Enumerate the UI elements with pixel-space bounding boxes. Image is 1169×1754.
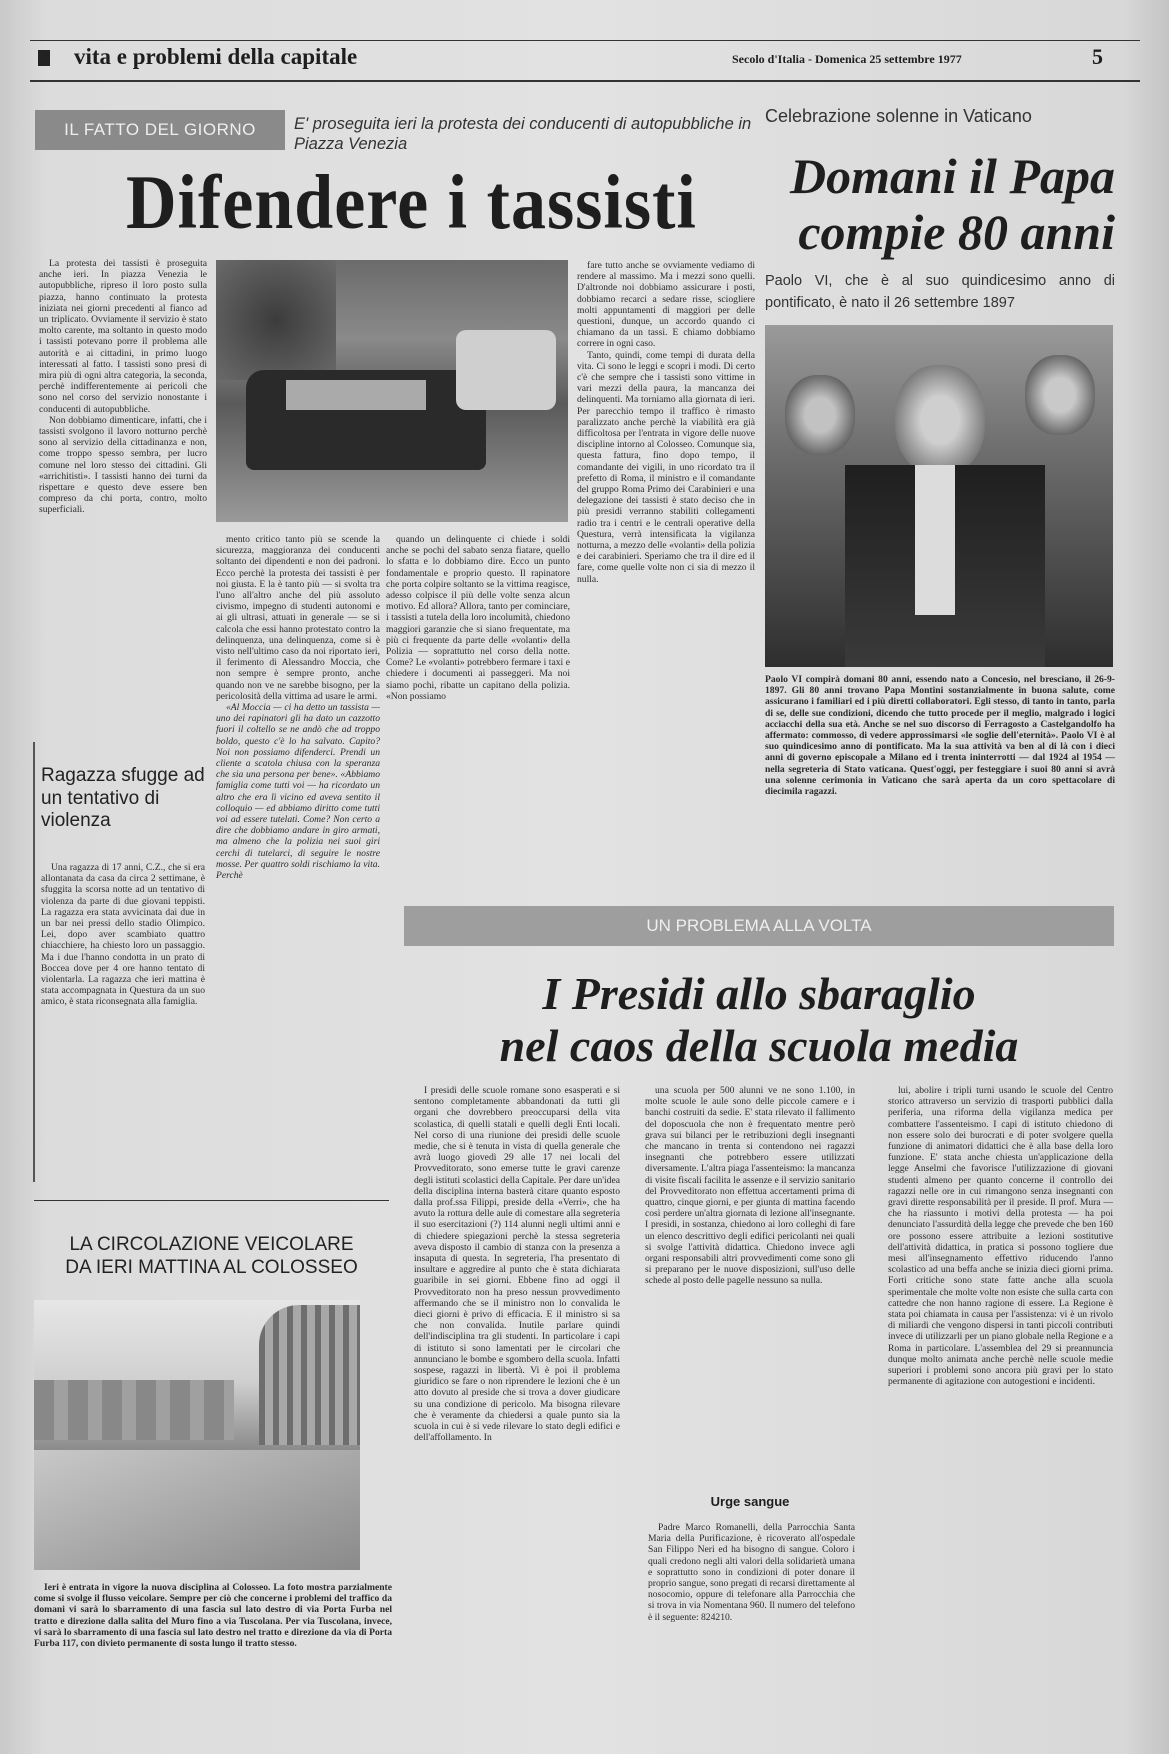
school-headline [404, 968, 1114, 1072]
paragraph: I presidi delle scuole romane sono esasperati e si sentono completamente abbandonati da tutti gli organi che dovrebbero preoccuparsi della vita scolastica, di quelli statali e quelli degli Enti locali. Nel corso di una riunione dei presidi delle scuole medie, che si è tenuta in vista di quella generale che avrà luogo giovedì 29 alle 17 nei locali del Provveditorato, sono emerse tutte le gravi carenze degli istituti scolastici della Capitale. Per dare un'idea della disciplina interna basterà citare quanto esposto dalla prof.ssa Filippi, preside della «Verri», che ha avuto la rottura delle aule di comestare alla segreteria il suo esercitazioni (?) 114 alunni negli ultimi anni e di chiedere spiegazioni perchè la stessa segreteria aveva disposto il cambio di stanza con la presenza a insaputa di questa. In segreteria, l'ha presentato di insultare e aggredire al punto che è stata dichiarata guaribile in sei giorni. Ebbene fino ad oggi il Provveditorato non ha preso nessun provvedimento affermando che se il ministro non lo convalida le dieci giorni è privo di efficacia. E il ministro si sa che non convalida. Inutile parlare quindi dell'indisciplina tra gli studenti. In particolare i capi di istituto si sono lamentati per le circolari che annunciano le bombe e sgombero della scuola. Infatti sospese, ragazzi in libertà. Vi è poi il problema giuridico se fare o non riprendere le lezioni che è un atto dovuto al preside che si trova a dover giudicare su una condizione di pericolo. Ma bisogna rilevare che è veramente da chiedersi a quale punto sia la scuola in cui è si vede rilevare lo stato degli edifici e dell'affollamento. In [414, 1085, 620, 1444]
school-headline-line: I Presidi allo sbaraglio [542, 968, 976, 1019]
attendant-figure [785, 375, 855, 455]
article-column [888, 1085, 1113, 1745]
section-divider [34, 1200, 389, 1201]
section-marker-icon [38, 50, 50, 66]
paragraph: La protesta dei tassisti è proseguita anche ieri. In piazza Venezia le autopubbliche, ripreso il loro posto sulla piazza, hanno continuato la protesta iniziata nei giorni precedenti al fianco ad un triplicato. Ovviamente il servizio è stato molto carente, ma soltanto in questo modo i tassisti potevano porre il problema alle autorità e ai cittadini, in primo luogo interessati al fatto. I tassisti sono presi di mira più di ogni altra categoria, la seconda, perchè indifferentemente ai pericoli che sono nel corso del servizio nonostante i conducenti di autopubbliche. [39, 258, 207, 415]
article-column [577, 260, 755, 904]
buildings-shape [34, 1380, 234, 1440]
pope-headline-line: Domani il Papa [789, 148, 1115, 204]
paragraph: Padre Marco Romanelli, della Parrocchia Santa Maria della Purificazione, è ricoverato all'ospedale San Filippo Neri ed ha bisogno di sangue. Coloro i quali credono negli alti valori della solidarietà umana e soprattutto sono in condizioni di poter donare il proprio sangue, sono pregati di recarsi direttamente al nosocomio, oppure di telefonare alla Parrocchia che si trova in via Nomentana 960. Il numero del telefono è il seguente: 824210. [648, 1522, 855, 1623]
tree-shape [216, 260, 336, 380]
article-column [39, 258, 207, 638]
school-kicker-label: UN PROBLEMA ALLA VOLTA [646, 916, 872, 935]
colosseum-caption [34, 1582, 392, 1702]
paragraph: Tanto, quindi, come tempi di durata della vita. Ci sono le leggi e scopri i modi. Di certo c'è che sempre che i tassisti sono vittime in vari mezzi della paura, la mancanza dei delinquenti. Ma torniamo alla giornata di ieri. Per parecchio tempo il traffico è rimasto paralizzato anche perchè la viabilità era già difficoltosa per l'entrata in vigore delle nuove discipline intorno al Colosseo. Comunque sia, questa fattura, fino dopo tempo, il comandante dei vigili, in uno ricordato tra il prefetto di Roma, il ministro e il comandante del gruppo Roma Primo dei Carabinieri e una delegazione dei tassisti è stato deciso che in più presidi verranno stabiliti collegamenti radio tra i centri e le centrali operative della Questura, verrà intensificata la vigilanza notturna, a mezzo delle «volanti» della polizia e dei carabinieri. Speriamo che tra il dire ed il fare, come quelle volte non ci sia di mezzo il nulla. [577, 349, 755, 585]
paragraph: lui, abolire i tripli turni usando le scuole del Centro storico attraverso un servizio di trasporti pubblici dalla periferia, una riforma della vigilanza medica per combattere l'assenteismo. I capi di istituto chiedono di non essere solo dei burocrati e di poter svolgere quella funzione di animatori didattici che è alla base della loro funzione. E' stata anche chiesta un'applicazione della legge Anselmi che favorisce l'utilizzazione di giovani studenti almeno per quanto concerne il controllo dei ragazzi nelle ore in cui rimangono senza insegnanti con gravi dirette responsabilità per il preside. Il prof. Mura — che ha riassunto i motivi della protesta — ha poi denunciato l'assurdità della legge che prevede che ben 160 ore possono essere attribuite a lezioni sostitutive dell'attività didattica, in pratica si possono togliere due mesi all'insegnamento effettivo riducendo l'anno scolastico ad una beffa anche se inizia dieci giorni prima. Forti critiche sono state fatte anche alla scuola sperimentale che molte volte non esiste che sulla carta con cattedre che non hanno ragione di essere. La Regione è stata poi chiamata in causa per l'assistenza: vi è un rivolo di miliardi che vengono dispersi in tanti piccoli contributi invece di utilizzarli per un piano globale nella Regione e a Roma in particolare. L'assemblea del 29 si preannuncia dunque molto animata anche perchè nelle scuole medie superiori i problemi sono ancora più gravi per lo stato permanente di agitazione con autogestioni e incidenti. [888, 1085, 1113, 1388]
pope-figure [895, 365, 985, 475]
kicker-box [35, 110, 285, 150]
school-headline-line: nel caos della scuola media [499, 1020, 1019, 1071]
article-column [216, 534, 380, 1186]
colosseum-headline-line: LA CIRCOLAZIONE VEICOLARE [69, 1234, 354, 1255]
paragraph: quando un delinquente ci chiede i soldi anche se pochi del sabato senza fiatare, quello lo sfatta e lo dobbiamo dire. Ecco un punto fondamentale e proprio questo. Il rapinatore che porta colpire soltanto se la vittima reagisce, adesso colpisce il più delle volte senza alcun motivo. Ed allora? Allora, tanto per cominciare, i tassisti a tutela della loro incolumità, chiedono maggiori garanzie che si siano frequentate, ma più ci frequente da parte delle «volanti» della Polizia — soprattutto nel corso della notte. Come? Le «volanti» potrebbero fermare i taxi e chiedere i documenti ai passeggeri. Ma noi siamo pochi, ribatte un capitano della polizia. «Non possiamo [386, 534, 570, 702]
paragraph: fare tutto anche se ovviamente vediamo di rendere al massimo. Ma i mezzi sono quelli. D'altronde noi dobbiamo assicurare i posti, dobbiamo recarci a sedare risse, sciogliere molti appuntamenti di maggiori per delle questioni, dunque, un accordo quando ci chiamano da un tassì. E chiamo dobbiamo correre in ogni caso. [577, 260, 755, 350]
girl-article-body [41, 862, 205, 1167]
road-shape [34, 1450, 360, 1570]
sidebar-box-border [33, 742, 35, 1182]
article-column [386, 534, 570, 904]
article-column [645, 1085, 855, 1465]
paragraph: Paolo VI compirà domani 80 anni, essendo nato a Concesio, nel bresciano, il 26-9-1897. Gli 80 anni trovano Papa Montini sostanzialmente in buona salute, come assicurano i familiari ed i più diretti collaboratori. Egli stesso, di tanto in tanto, parla di se, delle sue condizioni, dicendo che tutto procede per il meglio, malgrado i logici acciacchi della sua età. Anche se nel suo discorso di Ferragosto a Castelgandolfo ha affermato: commosso, di vedere approssimarsi «le soglie dell'eternità». Paolo VI è al suo quindicesimo anno di pontificato. Ma la sua attività va ben al di là con i dieci anni di governo episcopale a Milano ed i trenta ininterrotti — dal 1924 al 1954 — nella segreteria di Stato vaticana. Quest'oggi, per festeggiare i suoi 80 anni si avrà una solenne cerimonia in Vaticano che sarà aperta da un coro spettacolare di diecimila ragazzi. [765, 674, 1115, 798]
girl-headline: Ragazza sfugge ad un tentativo di violenza [41, 765, 205, 831]
pope-caption [765, 674, 1115, 879]
masthead-date: Secolo d'Italia - Domenica 25 settembre 1977 [732, 52, 962, 66]
blood-appeal-headline: Urge sangue [710, 1494, 790, 1509]
paragraph: «Al Moccia — ci ha detto un tassista — uno dei rapinatori gli ha dato un cazzotto fuori il coltello se ne andò che ad troppo boldo, questo c'è lo ha salvato. Capito? Noi non possiamo difenderci. Prendi un cliente a scatola chiusa con la speranza che sia una persona per bene». «Abbiamo famiglia come tutti voi — ha ricordato un altro che era lì vicino ed aveva sentito il colloquio — ed abbiamo diritto come tutti voi ad essere tutelati. Come? Non certo a dire che dobbiamo andare in giro armati, ma almeno che la polizia nei suoi giri cerchi di tutelarci, di seguire le nostre mosse. Per quattro soldi rischiamo la vita. Perchè [216, 702, 380, 882]
taxi-photo [216, 260, 568, 522]
paragraph: Una ragazza di 17 anni, C.Z., che si era allontanata da casa da circa 2 settimane, è sfuggita la scorsa notte ad un tentativo di violenza da parte di due giovani teppisti. La ragazza era stata avvicinata dai due in un bar nei pressi dello stadio Olimpico. Lei, dopo aver scambiato quattro chiacchiere, ha chiesto loro un passaggio. Ma i due l'hanno condotta in un prato di Boccea dove per 4 ore hanno tentato di violentarla. La ragazza che ieri mattina è stata accompagnata in Questura da un suo amico, è stata riconsegnata alla famiglia. [41, 862, 205, 1008]
article-headline: Difendere i tassisti [126, 161, 697, 246]
colosseum-shape [259, 1305, 360, 1445]
pope-stole [915, 465, 955, 615]
pope-kicker: Celebrazione solenne in Vaticano [765, 106, 1032, 126]
attendant-figure [1025, 355, 1095, 435]
colosseum-photo [34, 1300, 360, 1570]
page-number: 5 [1092, 44, 1103, 69]
paragraph: Non dobbiamo dimenticare, infatti, che i tassisti svolgono il lavoro notturno perchè sono al servizio della cittadinanza e non, come troppo spesso sembra, per lucro comune nel loro stesso dei cittadini. Gli «arrichitisti». I tassisti hanno dei turni da rispettare e questo deve essere ben compreso da chi porta, contro, molto superficiali. [39, 414, 207, 516]
kicker-label: IL FATTO DEL GIORNO [64, 120, 256, 139]
car-shape [456, 330, 556, 410]
article-subtitle: E' proseguita ieri la protesta dei conducenti di autopubbliche in Piazza Venezia [294, 115, 752, 153]
colosseum-headline-line: DA IERI MATTINA AL COLOSSEO [65, 1257, 358, 1278]
paragraph: una scuola per 500 alunni ve ne sono 1.100, in molte scuole le aule sono delle piccole camere e i banchi costruiti da sedie. E' stata rilevato il fallimento del doposcuola che non è frequentato mentre però grava sui bilanci per le retribuzioni degli insegnanti che mancano in trenta si contendono nei ragazzi insegnanti che potrebbero essere utilizzati diversamente. L'altra piaga l'assenteismo: la mancanza di visite fiscali facilita le assenze e il servizio sanitario del Provveditorato non effettua accertamenti prima di quattro, cinque giorni, e per giunta di mattina facendo così perdere un'altra giornata di lezione all'insegnante. I presidi, in sostanza, chiedono ai loro colleghi di fare un elenco descrittivo degli edifici pericolanti nei quali si svolge l'attività didattica. Chiedono invece agli organi responsabili altri provvedimenti come sono gli si preparano per le nuove disposizioni, sull'uso delle schede al posto delle pagelle nessuno sa nulla. [645, 1085, 855, 1287]
header-rule [30, 80, 1140, 82]
article-column [414, 1085, 620, 1740]
colosseum-headline [34, 1233, 389, 1279]
blood-appeal-body [648, 1522, 855, 1692]
taxi-windshield [286, 380, 426, 410]
paragraph: Ieri è entrata in vigore la nuova disciplina al Colosseo. La foto mostra parzialmente come si svolge il flusso veicolare. Sempre per ciò che concerne i problemi del traffico da domani vi sarà lo sbarramento di una fascia sul lato destro di via Porta Furba nel tratto e direzione dalla salita del Muro fino a via Tuscolana. Per via Tuscolana, invece, vi sarà lo sbarramento di una fascia sul lato destro nel tratto e direzione da via di Porta Furba 117, con divieto permanente di sosta lungo il tratto stesso. [34, 1582, 392, 1650]
paragraph: mento critico tanto più se scende la sicurezza, maggioranza dei conducenti soltanto dei dipendenti e non dei padroni. Ecco perchè la protesta dei tassisti è per noi giusta. E la è tanto più — si svolta tra l'uno all'altro anche del più assoluto civismo, impegno di studenti autonomi e ai gli ultrasi, attuati in generale — se si calcola che essi hanno protestato contro la delinquenza, una delinquenza, come si è visto nell'ultimo caso da noi riportato ieri, il ferimento di Alessandro Moccia, che non sempre è sempre pronto, anche quando non ve ne sarebbe bisogno, per la pericolosità della vittima ad usare le armi. [216, 534, 380, 702]
pope-subtitle: Paolo VI, che è al suo quindicesimo anno di pontificato, è nato il 26 settembre 1897 [765, 273, 1115, 311]
section-title: vita e problemi della capitale [74, 44, 358, 69]
top-rule [30, 40, 1140, 41]
pope-headline [765, 148, 1115, 260]
school-kicker-banner [404, 906, 1114, 946]
pope-headline-line: compie 80 anni [798, 204, 1115, 260]
pope-photo [765, 325, 1113, 667]
